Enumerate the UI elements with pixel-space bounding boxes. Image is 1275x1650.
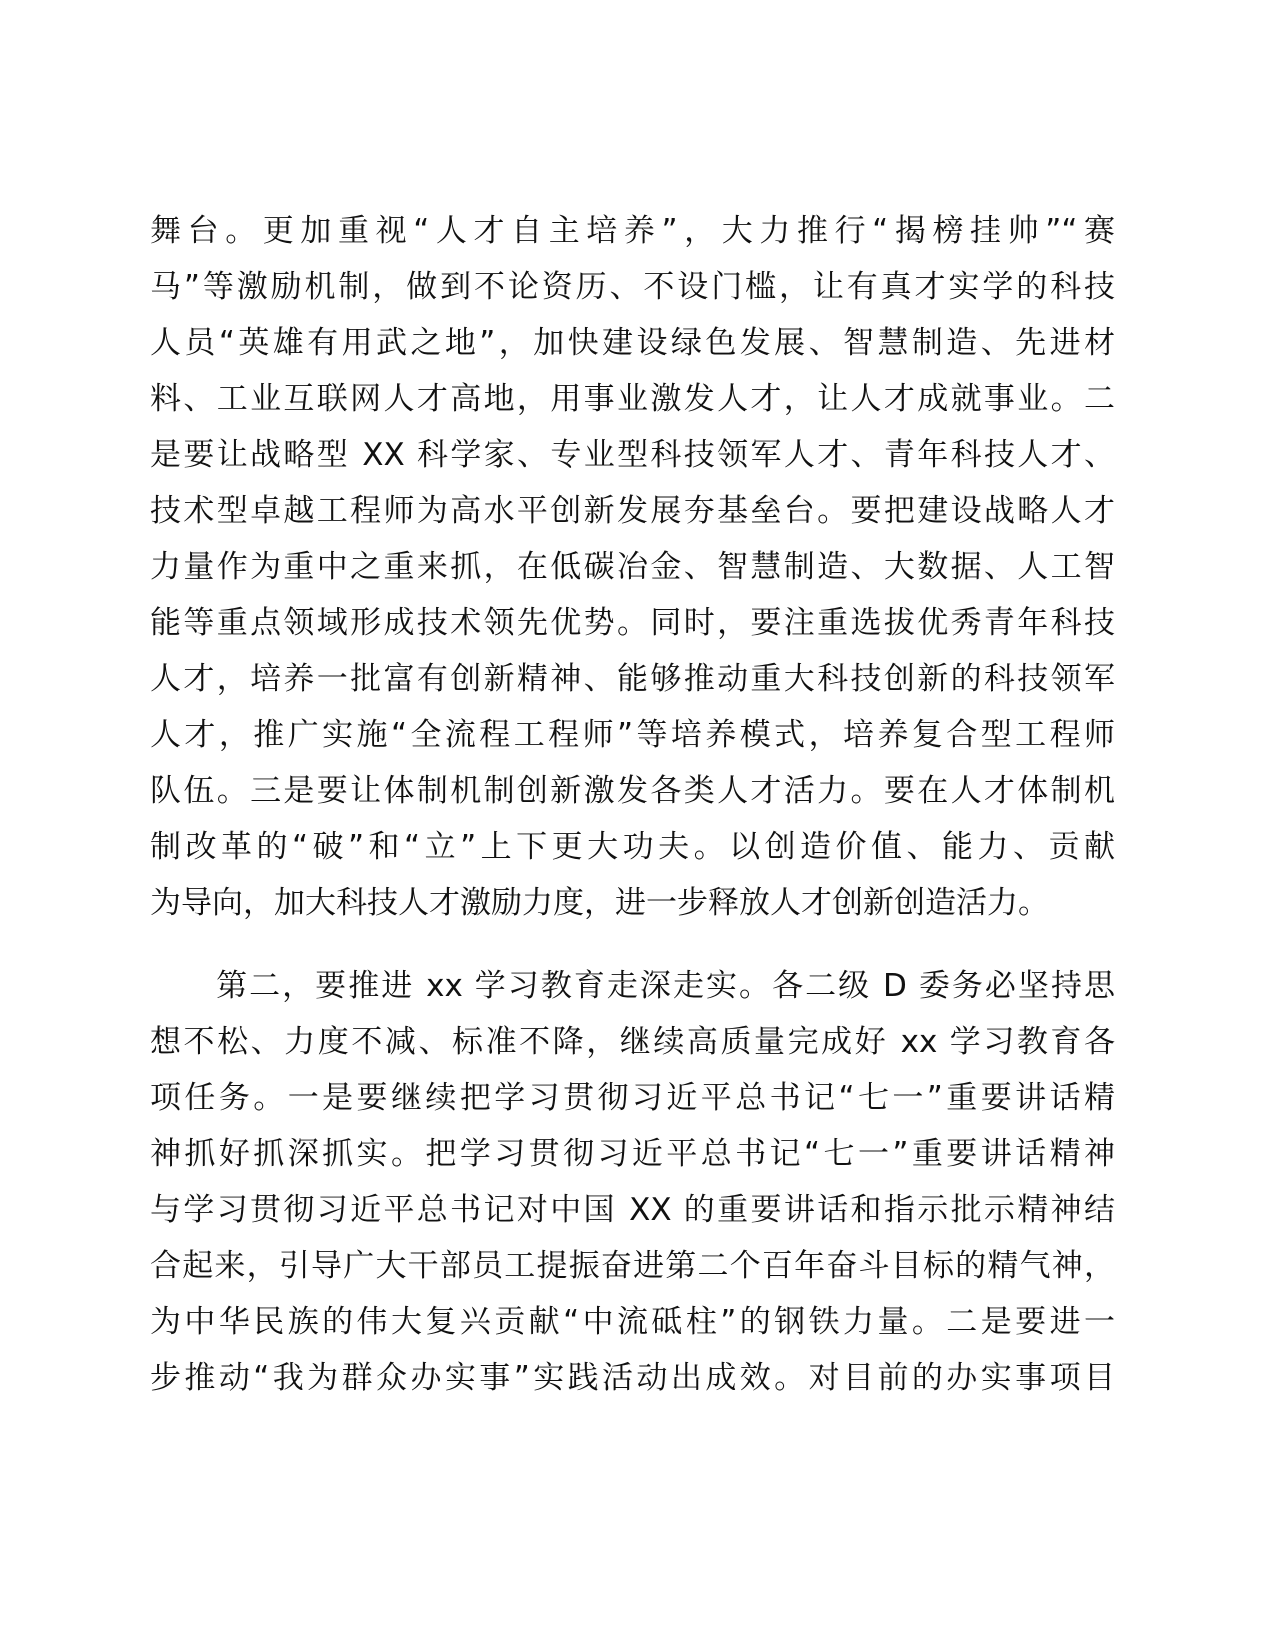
text-line: 技术型卓越工程师为高水平创新发展夯基垒台。要把建设战略人才: [150, 493, 1115, 529]
text-line: 人才，推广实施“全流程工程师”等培养模式，培养复合型工程师: [150, 717, 1115, 753]
text-line: 合起来，引导广大干部员工提振奋进第二个百年奋斗目标的精气神，: [150, 1248, 1115, 1284]
text-line: 项任务。一是要继续把学习贯彻习近平总书记“七一”重要讲话精: [150, 1080, 1115, 1116]
text-line: 马”等激励机制，做到不论资历、不设门槛，让有真才实学的科技: [150, 269, 1115, 305]
text-line: 第二，要推进 xx 学习教育走深走实。各二级 D 委务必坚持思: [150, 968, 1115, 1004]
text-line: 想不松、力度不减、标准不降，继续高质量完成好 xx 学习教育各: [150, 1024, 1115, 1060]
text-line: 与学习贯彻习近平总书记对中国 XX 的重要讲话和指示批示精神结: [150, 1192, 1115, 1228]
text-line: 制改革的“破”和“立”上下更大功夫。以创造价值、能力、贡献: [150, 829, 1115, 865]
text-line: 是要让战略型 XX 科学家、专业型科技领军人才、青年科技人才、: [150, 437, 1115, 473]
paragraph-study-education: [150, 958, 1115, 1406]
text-line: 神抓好抓深抓实。把学习贯彻习近平总书记“七一”重要讲话精神: [150, 1136, 1115, 1172]
paragraph-talent: [150, 203, 1115, 931]
text-line: 料、工业互联网人才高地，用事业激发人才，让人才成就事业。二: [150, 381, 1115, 417]
text-line: 队伍。三是要让体制机制创新激发各类人才活力。要在人才体制机: [150, 773, 1115, 809]
text-line: 能等重点领域形成技术领先优势。同时，要注重选拔优秀青年科技: [150, 605, 1115, 641]
text-line: 人才，培养一批富有创新精神、能够推动重大科技创新的科技领军: [150, 661, 1115, 697]
text-line: 人员“英雄有用武之地”，加快建设绿色发展、智慧制造、先进材: [150, 325, 1115, 361]
text-line: 舞台。更加重视“人才自主培养”，大力推行“揭榜挂帅”“赛: [150, 213, 1115, 249]
text-line: 力量作为重中之重来抓，在低碳冶金、智慧制造、大数据、人工智: [150, 549, 1115, 585]
text-line: 为中华民族的伟大复兴贡献“中流砥柱”的钢铁力量。二是要进一: [150, 1304, 1115, 1340]
text-line: 步推动“我为群众办实事”实践活动出成效。对目前的办实事项目: [150, 1360, 1115, 1396]
text-line: 为导向，加大科技人才激励力度，进一步释放人才创新创造活力。: [150, 885, 1049, 921]
